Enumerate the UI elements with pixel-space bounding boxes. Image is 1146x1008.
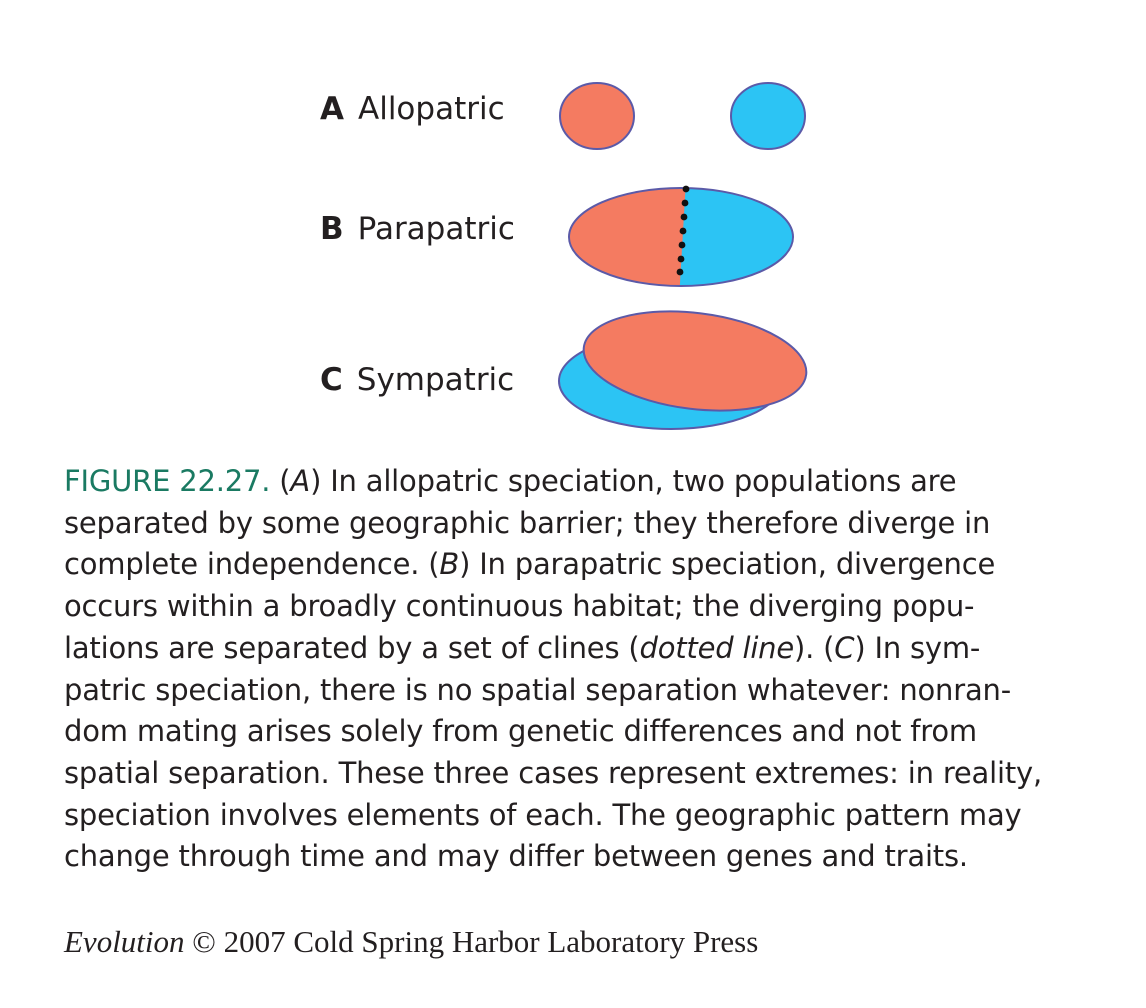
caption-line-3: complete independence. (B) In parapatric speciation, divergence (64, 547, 996, 582)
allopatric-population-1 (560, 83, 634, 149)
caption-line-1: (A) In allopatric speciation, two populations are (279, 464, 957, 498)
cline-dot (679, 242, 686, 249)
caption-line-10: change through time and may differ between genes and traits. (64, 839, 968, 874)
parapatric-diagram (560, 180, 810, 300)
panel-b-name: Parapatric (357, 211, 515, 247)
panel-c-letter: C (320, 362, 343, 398)
speciation-diagram (0, 0, 1146, 450)
caption-line (64, 461, 1076, 503)
caption-line-8: spatial separation. These three cases represent extremes: in reality, (64, 755, 1042, 790)
panel-b-letter: B (320, 211, 344, 247)
figure-label: FIGURE 22.27. (64, 464, 271, 498)
figure-caption (64, 461, 1076, 878)
sympatric-diagram (559, 300, 812, 429)
panel-c-name: Sympatric (356, 362, 515, 398)
parapatric-population-1 (560, 180, 686, 300)
allopatric-population-2 (731, 83, 805, 149)
cline-dot (682, 200, 689, 207)
cline-dot (681, 214, 688, 221)
allopatric-diagram (560, 83, 805, 149)
copyright-credit: Evolution © 2007 Cold Spring Harbor Laboratory Press (64, 924, 759, 959)
panel-a-letter: A (320, 91, 344, 127)
caption-line-4: occurs within a broadly continuous habitat; the diverging popu- (64, 589, 975, 624)
cline-dot (683, 186, 690, 193)
caption-line-6: patric speciation, there is no spatial separation whatever: nonran- (64, 672, 1011, 707)
caption-line-5: lations are separated by a set of clines (dotted line). (C) In sym- (64, 630, 981, 665)
cline-dot (680, 228, 687, 235)
cline-dot (678, 256, 685, 263)
caption-line-7: dom mating arises solely from genetic differences and not from (64, 714, 977, 749)
cline-dot (677, 269, 684, 276)
caption-line-9: speciation involves elements of each. The geographic pattern may (64, 797, 1022, 832)
caption-line-2: separated by some geographic barrier; they therefore diverge in (64, 505, 991, 540)
panel-a-name: Allopatric (358, 91, 505, 127)
